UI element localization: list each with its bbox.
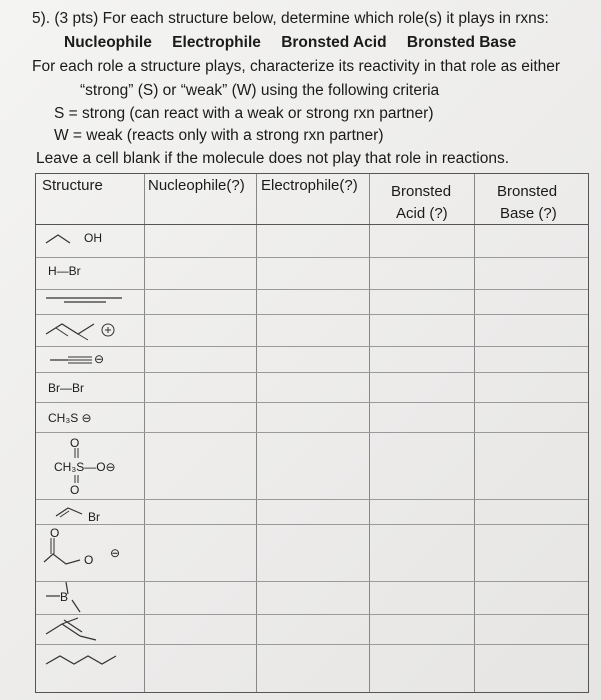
row-divider bbox=[36, 499, 588, 500]
positive-charge-icon bbox=[100, 322, 116, 338]
borane-b-label: B bbox=[60, 590, 69, 604]
header-nucleophile: Nucleophile(?) bbox=[148, 177, 245, 194]
header-electrophile: Electrophile(?) bbox=[261, 177, 358, 194]
ethanol-structure bbox=[44, 229, 84, 249]
acetate-oxygen: O bbox=[84, 553, 94, 567]
roles-table bbox=[35, 173, 589, 693]
isobutylene-structure bbox=[44, 616, 124, 642]
weak-definition: W = weak (reacts only with a strong rxn partner) bbox=[54, 127, 384, 144]
role-electrophile: Electrophile bbox=[172, 34, 261, 51]
row-divider bbox=[36, 614, 588, 615]
header-divider bbox=[36, 224, 588, 225]
header-base-line1: Bronsted bbox=[497, 183, 558, 200]
acetate-structure bbox=[44, 538, 104, 574]
hbr-structure: H—Br bbox=[48, 264, 81, 278]
alkene-structure bbox=[44, 292, 124, 308]
strong-definition: S = strong (can react with a weak or strong rxn partner) bbox=[54, 105, 434, 122]
row-divider bbox=[36, 257, 588, 258]
row-divider bbox=[36, 581, 588, 582]
row-divider bbox=[36, 402, 588, 403]
row-divider bbox=[36, 314, 588, 315]
mesylate-structure: CH₃S—O⊖ bbox=[54, 460, 116, 474]
blank-cell-rule: Leave a cell blank if the molecule does not play that role in reactions. bbox=[36, 150, 510, 167]
negative-charge-icon: ⊖ bbox=[94, 352, 105, 366]
acetate-carbonyl-oxygen: O bbox=[50, 526, 60, 540]
allyl-bromide-br-label: Br bbox=[88, 510, 100, 524]
acetate-negative-charge-icon: ⊖ bbox=[110, 546, 121, 560]
header-acid-line2: Acid (?) bbox=[396, 205, 448, 222]
row-divider bbox=[36, 372, 588, 373]
row-divider bbox=[36, 289, 588, 290]
trialkylborane-structure bbox=[44, 582, 104, 614]
mesylate-top-oxygen: O bbox=[70, 436, 80, 450]
alkane-structure bbox=[44, 652, 134, 672]
allyl-cation-structure bbox=[44, 318, 134, 344]
methanethiolate-structure: CH₃S ⊖ bbox=[48, 411, 92, 425]
question-prompt: 5). (3 pts) For each structure below, determine which role(s) it plays in rxns: bbox=[32, 10, 549, 27]
header-base-line2: Base (?) bbox=[500, 205, 557, 222]
header-structure: Structure bbox=[42, 177, 103, 194]
bromine-structure: Br—Br bbox=[48, 381, 84, 395]
characterize-instruction: For each role a structure plays, characterize its reactivity in that role as either bbox=[32, 58, 561, 75]
mesylate-bottom-oxygen: O bbox=[70, 483, 80, 497]
role-bronsted-base: Bronsted Base bbox=[406, 34, 517, 51]
row-divider bbox=[36, 346, 588, 347]
ethanol-oh-label: OH bbox=[84, 231, 102, 245]
role-list bbox=[64, 34, 532, 52]
row-divider bbox=[36, 432, 588, 433]
mesylate-top-double-bond bbox=[72, 448, 82, 460]
criteria-instruction: “strong” (S) or “weak” (W) using the following criteria bbox=[80, 82, 440, 99]
row-divider bbox=[36, 644, 588, 645]
role-bronsted-acid: Bronsted Acid bbox=[281, 34, 387, 51]
role-nucleophile: Nucleophile bbox=[64, 34, 152, 51]
row-divider bbox=[36, 524, 588, 525]
header-acid-line1: Bronsted bbox=[391, 183, 452, 200]
